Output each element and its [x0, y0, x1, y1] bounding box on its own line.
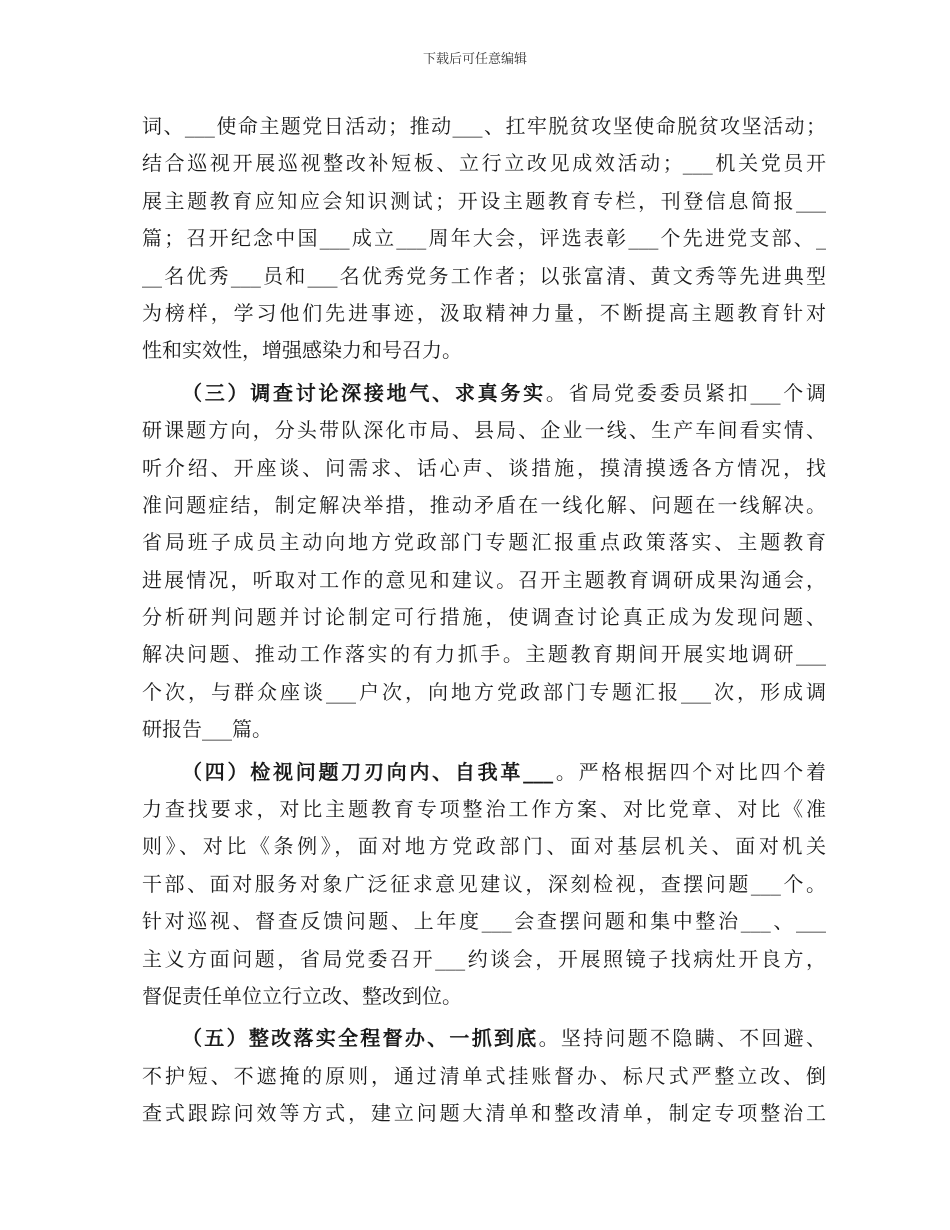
text-line	[142, 375, 826, 412]
text-line: 针对巡视、督查反馈问题、上年度___会查摆问题和集中整治___、___	[142, 909, 826, 934]
text-line: 主义方面问题，省局党委召开___约谈会，开展照镜子找病灶开良方，	[142, 946, 826, 971]
text-line: 研报告___篇。	[142, 717, 272, 742]
text-line: 力查找要求，对比主题教育专项整治工作方案、对比党章、对比《准	[142, 797, 826, 822]
text-line: 解决问题、推动工作落实的有力抓手。主题教育期间开展实地调研___	[142, 642, 826, 667]
text-line: __名优秀___员和___名优秀党务工作者；以张富清、黄文秀等先进典型	[142, 263, 826, 288]
text-line: 省局班子成员主动向地方党政部门专题汇报重点政策落实、主题教育	[142, 530, 826, 555]
section-heading: （四）检视问题刀刃向内、自我革___	[182, 759, 554, 784]
text-line: 词、___使命主题党日活动；推动___、扛牢脱贫攻坚使命脱贫攻坚活动；	[142, 114, 826, 138]
text-line: 不护短、不遮掩的原则，通过清单式挂账督办、标尺式严整立改、倒	[142, 1063, 826, 1088]
text-line	[142, 754, 826, 791]
section-heading: （三）调查讨论深接地气、求真务实	[182, 380, 546, 405]
text-line: 进展情况，听取对工作的意见和建议。召开主题教育调研成果沟通会，	[142, 567, 826, 592]
text-line: 为榜样，学习他们先进事迹，汲取精神力量，不断提高主题教育针对	[142, 300, 826, 325]
paragraph	[142, 1020, 826, 1132]
section-heading: （五）整改落实全程督办、一抓到底	[182, 1026, 539, 1051]
text-line: 干部、面对服务对象广泛征求意见建议，深刻检视，查摆问题___个。	[142, 871, 826, 896]
paragraph	[142, 375, 826, 749]
text-line: 展主题教育应知应会知识测试；开设主题教育专栏，刊登信息简报___	[142, 188, 826, 213]
page-header: 下载后可任意编辑	[422, 52, 527, 67]
text-line: 性和实效性，增强感染力和号召力。	[142, 338, 462, 363]
text-line: 研课题方向，分头带队深化市局、县局、企业一线、生产车间看实情、	[142, 418, 826, 443]
text-line: 准问题症结，制定解决举措，推动矛盾在一线化解、问题在一线解决。	[142, 492, 826, 517]
text-line: 则》、对比《条例》，面对地方党政部门、面对基层机关、面对机关	[142, 834, 826, 859]
text-line: 结合巡视开展巡视整改补短板、立行立改见成效活动；___机关党员开	[142, 151, 826, 176]
text-line: 个次，与群众座谈___户次，向地方党政部门专题汇报___次，形成调	[142, 679, 826, 704]
text-line: 篇；召开纪念中国___成立___周年大会，评选表彰___个先进党支部、_	[142, 226, 826, 251]
text-line: 督促责任单位立行立改、整改到位。	[142, 983, 462, 1008]
text-line: 分析研判问题并讨论制定可行措施，使调查讨论真正成为发现问题、	[142, 605, 826, 630]
paragraph	[142, 754, 826, 1016]
document-body	[142, 108, 826, 1133]
paragraph	[142, 108, 826, 370]
text-line	[142, 1020, 826, 1057]
text-run: 。严格根据四个对比四个着	[553, 759, 826, 784]
text-run: 。省局党委委员紧扣___个调	[545, 380, 826, 405]
text-run: 。坚持问题不隐瞒、不回避、	[538, 1026, 826, 1051]
text-line: 查式跟踪问效等方式，建立问题大清单和整改清单，制定专项整治工	[142, 1101, 826, 1126]
text-line: 听介绍、开座谈、问需求、话心声、谈措施，摸清摸透各方情况，找	[142, 455, 826, 480]
